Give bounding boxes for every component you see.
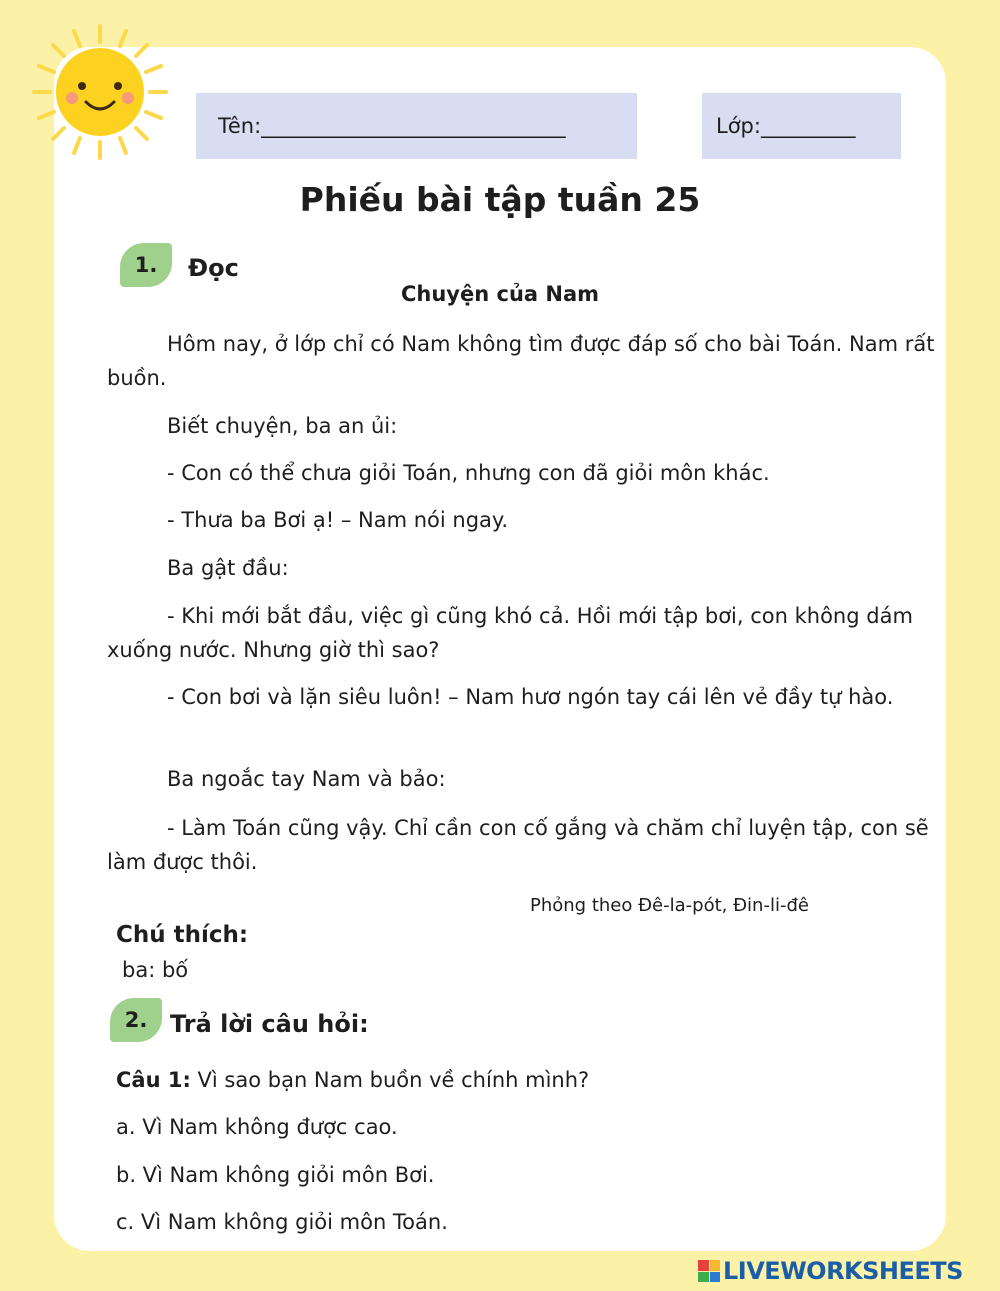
answer-option-c[interactable]: c. Vì Nam không giỏi môn Toán. [116, 1210, 448, 1234]
section-2-badge: 2. [110, 998, 162, 1042]
question-label: Câu 1: [116, 1068, 191, 1092]
brand-text: LIVEWORKSHEETS [723, 1257, 963, 1285]
question-text: Vì sao bạn Nam buồn về chính mình? [190, 1068, 590, 1092]
liveworksheets-logo[interactable] [698, 1256, 963, 1286]
question-1 [116, 1065, 589, 1095]
answer-option-a[interactable]: a. Vì Nam không được cao. [116, 1115, 398, 1139]
name-field[interactable] [196, 93, 637, 159]
brand-logo-icon [698, 1260, 720, 1282]
section-1-badge: 1. [120, 243, 172, 287]
story-paragraph: - Thưa ba Bơi ạ! – Nam nói ngay. [167, 508, 509, 532]
story-paragraph: - Con có thể chưa giỏi Toán, nhưng con đã giỏi môn khác. [167, 461, 770, 485]
story-paragraph: - Con bơi và lặn siêu luôn! – Nam hươ ngón tay cái lên vẻ đầy tự hào. [167, 685, 894, 709]
section-1-title: Đọc [188, 254, 239, 282]
section-2-title: Trả lời câu hỏi: [170, 1010, 369, 1038]
name-label: Tên:_____________________________ [218, 114, 566, 138]
class-label: Lớp:_________ [716, 114, 856, 138]
story-title: Chuyện của Nam [400, 282, 599, 306]
story-paragraph: - Làm Toán cũng vậy. Chỉ cần con cố gắng và chăm chỉ luyện tập, con sẽ làm được thôi. [107, 816, 929, 874]
story-paragraph: Hôm nay, ở lớp chỉ có Nam không tìm được đáp số cho bài Toán. Nam rất buồn. [107, 332, 935, 390]
story-source: Phỏng theo Đê-la-pót, Đin-li-đê [530, 895, 809, 916]
class-field[interactable] [702, 93, 901, 159]
story-paragraph: Ba gật đầu: [167, 556, 289, 580]
answer-option-b[interactable]: b. Vì Nam không giỏi môn Bơi. [116, 1163, 435, 1187]
story-paragraph: Biết chuyện, ba an ủi: [167, 414, 398, 438]
sun-icon [30, 22, 170, 162]
story-paragraph: - Khi mới bắt đầu, việc gì cũng khó cả. Hồi mới tập bơi, con không dám xuống nước. Nhưng giờ thì sao? [107, 604, 913, 662]
note-text: ba: bố [122, 958, 189, 982]
worksheet-title: Phiếu bài tập tuần 25 [299, 180, 701, 219]
note-title: Chú thích: [116, 922, 249, 948]
story-paragraph: Ba ngoắc tay Nam và bảo: [167, 767, 446, 791]
